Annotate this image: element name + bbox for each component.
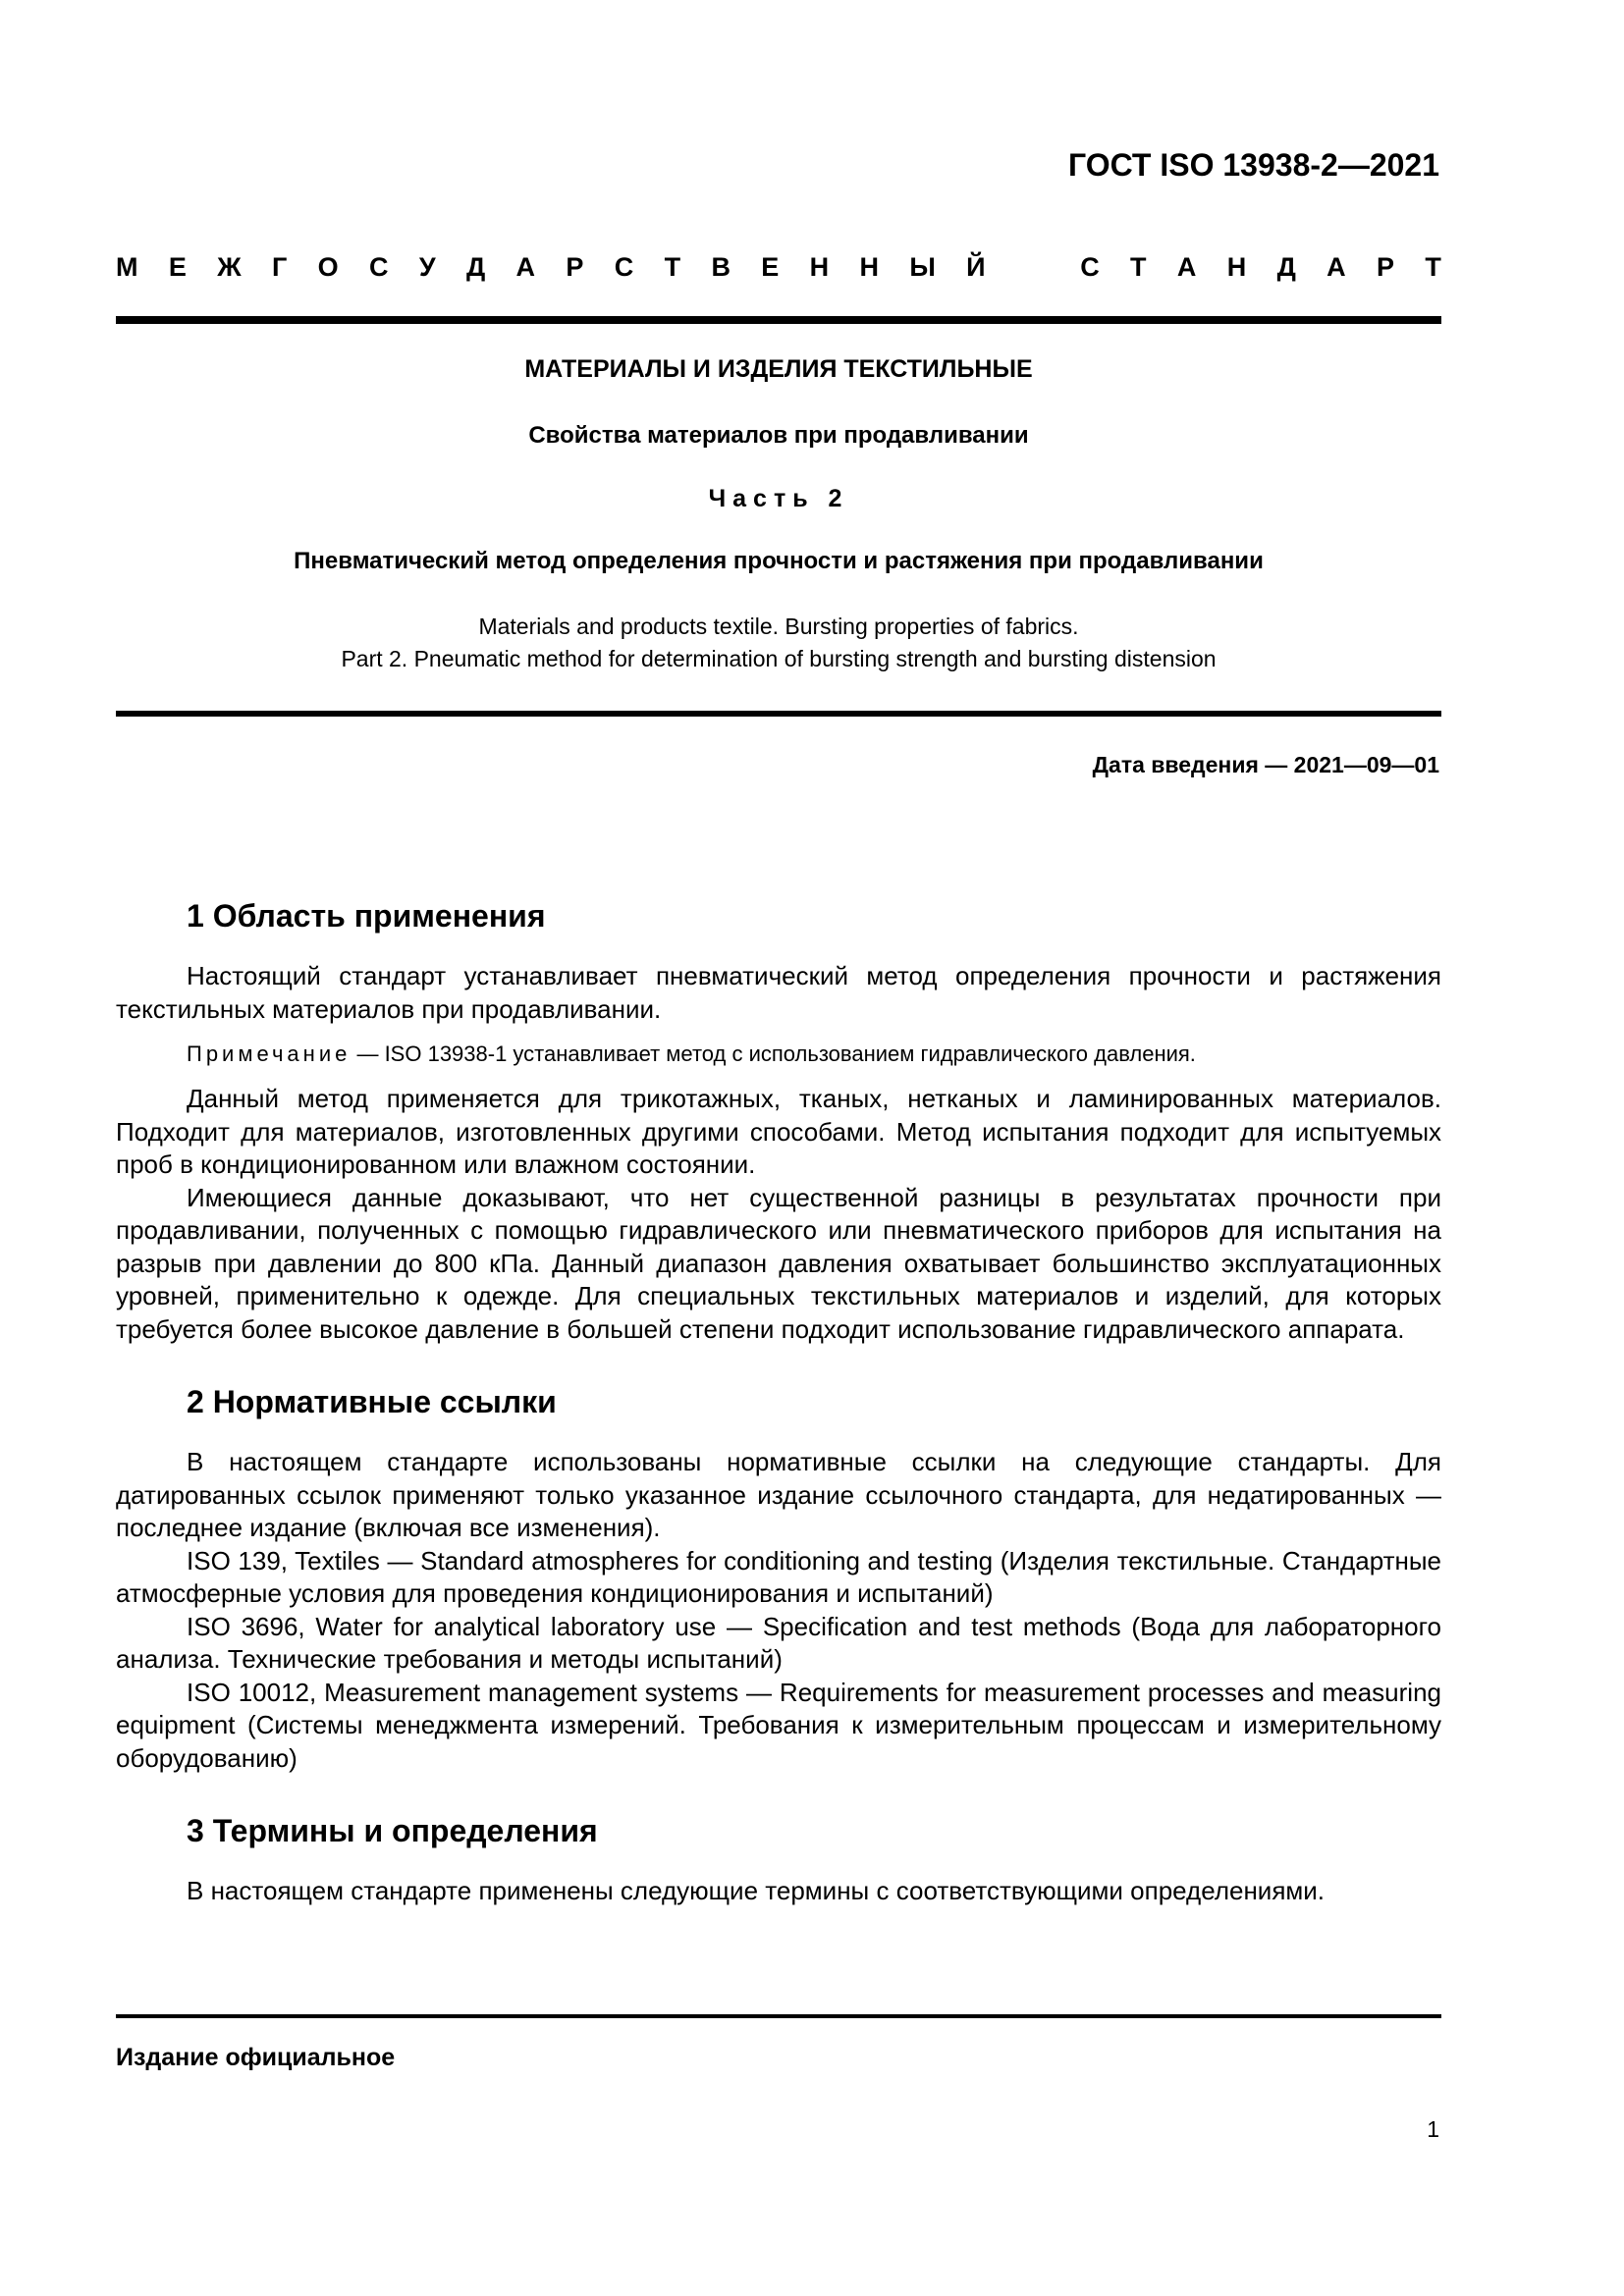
banner-letter: Е [761, 252, 780, 282]
english-title-line: Materials and products textile. Bursting properties of fabrics. [478, 614, 1079, 639]
footer-rule [116, 2014, 1441, 2018]
reference-item: ISO 3696, Water for analytical laboratory use — Specification and test methods (Вода для лабораторного анализа. Технические требования и методы испытаний) [116, 1611, 1441, 1674]
paragraph: В настоящем стандарте применены следующие термины с соответствующими определениями. [187, 1876, 1326, 1905]
banner-letter: С [1080, 252, 1100, 282]
banner-letter: С [614, 252, 634, 282]
reference-item: ISO 139, Textiles — Standard atmospheres for conditioning and testing (Изделия текстильные. Стандартные атмосферные условия для проведения кондиционирования и испытаний) [116, 1545, 1441, 1608]
header-rule [116, 316, 1441, 324]
banner-letter: У [418, 252, 436, 282]
banner-letter: Ы [909, 252, 936, 282]
paragraph: Имеющиеся данные доказывают, что нет существенной разницы в результатах прочности при продавливании, полученных с помощью гидравлического или пневматического приборов для испытания на разрыв при давлении до 800 кПа. Данный диапазон давления охватывает большинство эксплуатационных уровней, применительно к одежде. Для специальных текстильных материалов и изделий, для которых требуется более высокое давление в большей степени подходит использование гидравлического аппарата. [116, 1182, 1441, 1344]
title-part: Часть 2 [708, 485, 849, 512]
banner-letter: Д [465, 252, 486, 282]
paragraph: В настоящем стандарте использованы нормативные ссылки на следующие стандарты. Для датированных ссылок применяют только указанное издание ссылочного стандарта, для недатированных — последнее издание (включая все изменения). [116, 1447, 1441, 1542]
title-subtitle: Свойства материалов при продавливании [528, 422, 1029, 449]
banner-letter: Т [664, 252, 681, 282]
section-heading: 1 Область применения [187, 898, 546, 934]
banner-letter: А [515, 252, 536, 282]
banner-letter: Н [809, 252, 830, 282]
banner-letter: Ж [217, 252, 242, 282]
document-body [116, 895, 1441, 1908]
paragraph: Настоящий стандарт устанавливает пневматический метод определения прочности и растяжения текстильных материалов при продавливании. [116, 961, 1441, 1024]
banner-letter: Г [271, 252, 288, 282]
standard-banner [116, 252, 1441, 283]
official-edition-label: Издание официальное [116, 2044, 396, 2071]
banner-letter: Й [966, 252, 986, 282]
introduction-date: Дата введения — 2021—09—01 [1092, 752, 1439, 777]
banner-letter: М [116, 252, 138, 282]
note-text: — ISO 13938-1 устанавливает метод с использованием гидравлического давления. [351, 1041, 1196, 1066]
english-title-line: Part 2. Pneumatic method for determination of bursting strength and bursting distension [341, 646, 1217, 671]
banner-letter: Р [566, 252, 584, 282]
banner-letter: А [1326, 252, 1346, 282]
banner-letter: Е [168, 252, 187, 282]
note-label: Примечание [187, 1041, 352, 1066]
title-main: МАТЕРИАЛЫ И ИЗДЕЛИЯ ТЕКСТИЛЬНЫЕ [524, 355, 1033, 383]
banner-letter: В [711, 252, 731, 282]
title-description: Пневматический метод определения прочности и растяжения при продавливании [294, 548, 1264, 574]
section-heading: 2 Нормативные ссылки [187, 1384, 557, 1419]
page-number: 1 [1427, 2116, 1439, 2142]
banner-letter: Н [859, 252, 879, 282]
banner-letter: Н [1226, 252, 1247, 282]
section-gap [116, 1775, 1441, 1810]
banner-word-gap [1016, 252, 1050, 283]
banner-letter: О [317, 252, 339, 282]
banner-letter: С [368, 252, 389, 282]
section-gap [116, 1346, 1441, 1381]
section-heading: 3 Термины и определения [187, 1813, 598, 1848]
banner-letter: Р [1377, 252, 1395, 282]
title-rule [116, 711, 1441, 717]
banner-letter: А [1176, 252, 1197, 282]
paragraph: Данный метод применяется для трикотажных, тканых, нетканых и ламинированных материалов. Подходит для материалов, изготовленных другими способами. Метод испытания подходит для испытуемых проб в кондиционированном или влажном состоянии. [116, 1084, 1441, 1179]
document-number: ГОСТ ISO 13938-2—2021 [1068, 147, 1439, 183]
reference-item: ISO 10012, Measurement management systems — Requirements for measurement processes and measuring equipment (Системы менеджмента измерений. Требования к измерительным процессам и измерительному оборудованию) [116, 1677, 1441, 1773]
banner-letter: Т [1130, 252, 1147, 282]
banner-letter: Д [1276, 252, 1296, 282]
banner-letter: Т [1425, 252, 1441, 282]
title-english [116, 611, 1441, 675]
note [116, 1040, 1441, 1069]
